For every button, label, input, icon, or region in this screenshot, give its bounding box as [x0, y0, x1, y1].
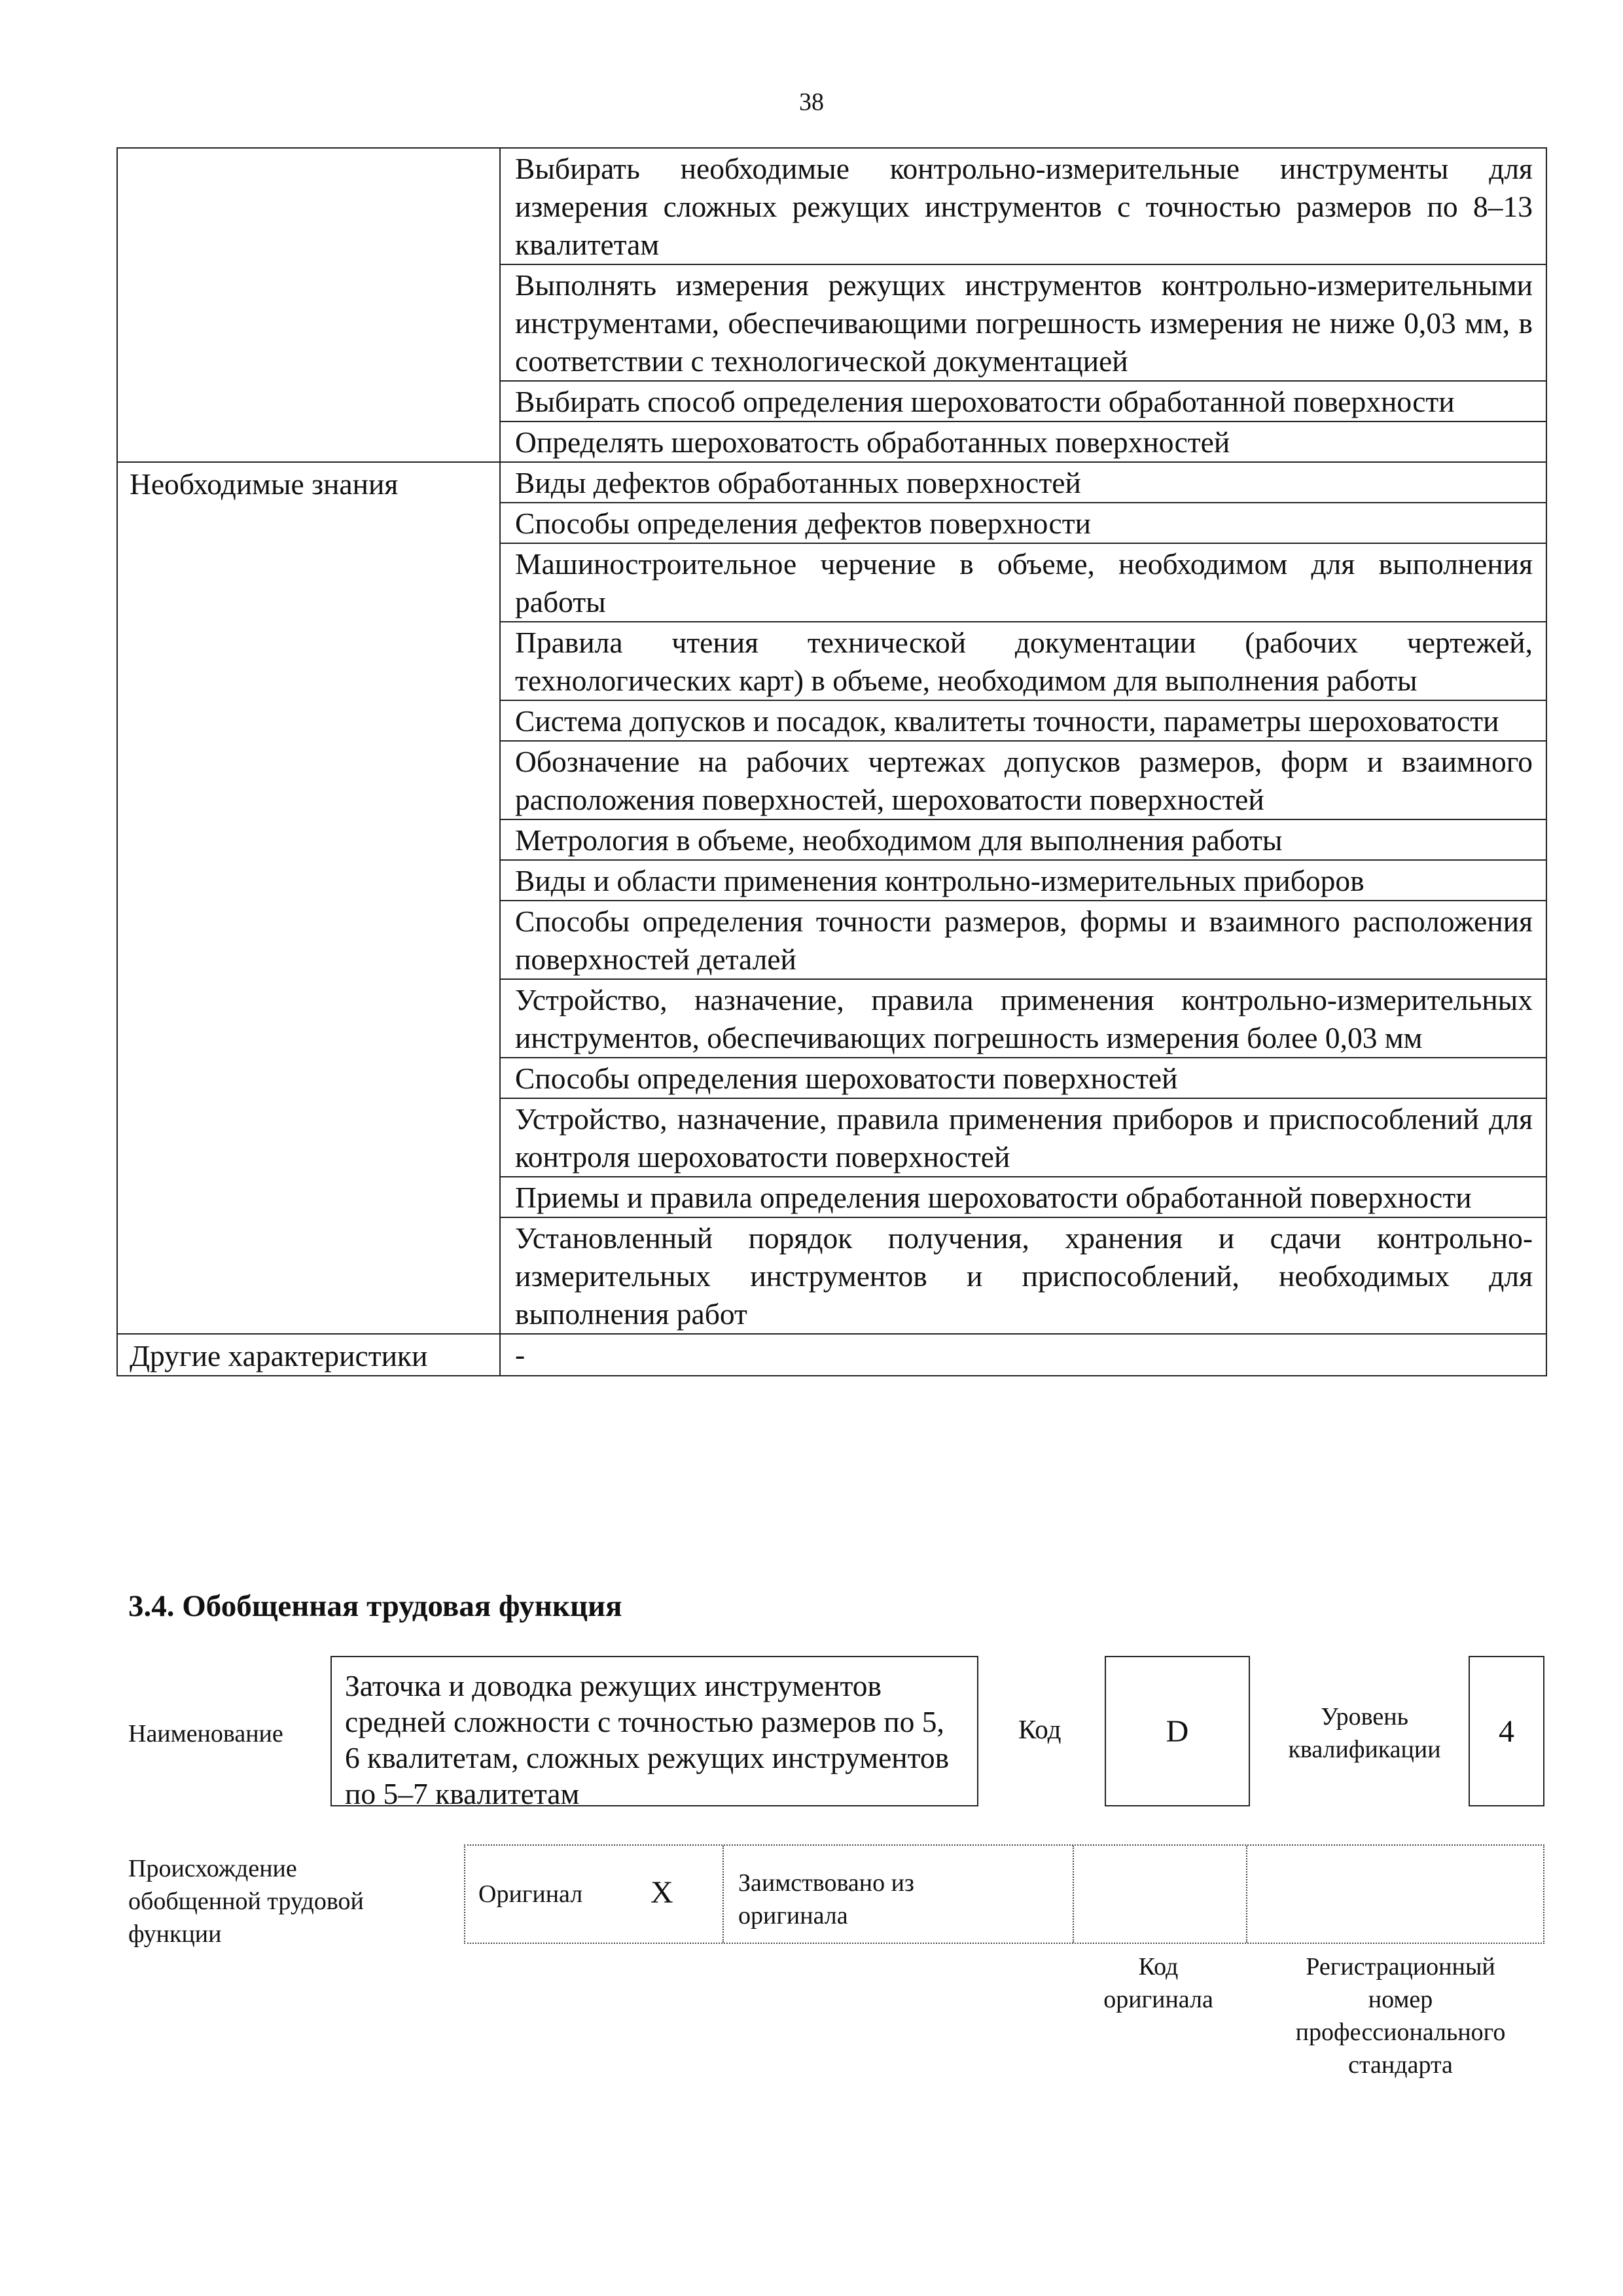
table-cell-item: Машиностроительное черчение в объеме, необходимом для выполнения работы — [500, 543, 1546, 622]
function-name-box: Заточка и доводка режущих инструментов средней сложности с точностью размеров по 5, 6 квалитетам, сложных режущих инструментов по 5–7 квалитетам — [330, 1656, 978, 1806]
origin-label-line1: Происхождение — [128, 1855, 297, 1882]
table-cell-item: Способы определения дефектов поверхности — [500, 503, 1546, 543]
table-row — [117, 148, 1546, 264]
table-cell-item: Установленный порядок получения, хранения и сдачи контрольно-измерительных инструментов и приспособлений, необходимых для выполнения работ — [500, 1217, 1546, 1334]
reg-number-caption-line1: Регистрационный — [1306, 1953, 1495, 1981]
origin-table — [464, 1844, 1544, 1944]
borrowed-label — [738, 1867, 914, 1932]
function-code-box: D — [1105, 1656, 1250, 1806]
origin-code-cell — [1074, 1846, 1247, 1943]
qualification-level-box: 4 — [1469, 1656, 1544, 1806]
reg-number-caption-line3: профессионального — [1295, 2018, 1506, 2046]
table-cell-item: Система допусков и посадок, квалитеты точности, параметры шероховатости — [500, 700, 1546, 741]
table-cell-item: Выбирать необходимые контрольно-измерительные инструменты для измерения сложных режущих инструментов с точностью размеров по 8–13 квалитетам — [500, 148, 1546, 264]
table-cell-item: Определять шероховатость обработанных поверхностей — [500, 422, 1546, 462]
origin-reg-number-cell — [1247, 1846, 1543, 1943]
original-code-caption — [1073, 1950, 1243, 2016]
qualification-level-label — [1270, 1700, 1459, 1766]
borrowed-label-line2: оригинала — [738, 1902, 848, 1929]
section-title: 3.4. Обобщенная трудовая функция — [128, 1589, 622, 1623]
reg-number-caption-line4: стандарта — [1348, 2051, 1453, 2079]
original-code-caption-line2: оригинала — [1103, 1986, 1213, 2013]
table-cell-item: Виды дефектов обработанных поверхностей — [500, 462, 1546, 503]
qualification-level-label-line2: квалификации — [1288, 1736, 1441, 1763]
table-cell-item: Выбирать способ определения шероховатости обработанной поверхности — [500, 381, 1546, 422]
reg-number-caption — [1257, 1950, 1544, 2081]
origin-original-cell — [465, 1846, 724, 1943]
page-number: 38 — [799, 88, 824, 116]
table-cell-category: Необходимые знания — [117, 462, 500, 1334]
name-label: Наименование — [128, 1720, 283, 1748]
table-cell-category: Другие характеристики — [117, 1334, 500, 1376]
origin-borrowed-cell — [724, 1846, 1074, 1943]
table-cell-item: Способы определения шероховатости поверхностей — [500, 1058, 1546, 1098]
table-cell-item: Приемы и правила определения шероховатости обработанной поверхности — [500, 1177, 1546, 1217]
skills-knowledge-table — [116, 147, 1547, 1376]
origin-label-line3: функции — [128, 1920, 222, 1948]
table-cell-item: Обозначение на рабочих чертежах допусков размеров, форм и взаимного расположения поверхностей, шероховатости поверхностей — [500, 741, 1546, 819]
code-label: Код — [1018, 1714, 1061, 1744]
table-cell-item: Способы определения точности размеров, формы и взаимного расположения поверхностей деталей — [500, 901, 1546, 979]
table-row — [117, 462, 1546, 503]
table-cell-item: Выполнять измерения режущих инструментов контрольно-измерительными инструментами, обеспечивающими погрешность измерения не ниже 0,03 мм, в соответствии с технологической документацией — [500, 264, 1546, 381]
table-cell-item: Устройство, назначение, правила применения контрольно-измерительных инструментов, обеспечивающих погрешность измерения более 0,03 мм — [500, 979, 1546, 1058]
original-label: Оригинал — [478, 1880, 583, 1908]
table-cell-item: Устройство, назначение, правила применения приборов и приспособлений для контроля шероховатости поверхностей — [500, 1098, 1546, 1177]
table-cell-item: Виды и области применения контрольно-измерительных приборов — [500, 860, 1546, 901]
table-cell-item: Правила чтения технической документации (рабочих чертежей, технологических карт) в объеме, необходимом для выполнения работы — [500, 622, 1546, 700]
reg-number-caption-line2: номер — [1368, 1986, 1433, 2013]
table-cell-item: Метрология в объеме, необходимом для выполнения работы — [500, 819, 1546, 860]
qualification-level-label-line1: Уровень — [1321, 1703, 1408, 1731]
original-mark: X — [651, 1875, 673, 1910]
table-row — [117, 1334, 1546, 1376]
origin-label-line2: обобщенной трудовой — [128, 1888, 364, 1915]
table-cell-item: - — [500, 1334, 1546, 1376]
table-cell-category — [117, 148, 500, 462]
borrowed-label-line1: Заимствовано из — [738, 1869, 914, 1897]
original-code-caption-line1: Код — [1138, 1953, 1179, 1981]
origin-label — [128, 1852, 364, 1950]
